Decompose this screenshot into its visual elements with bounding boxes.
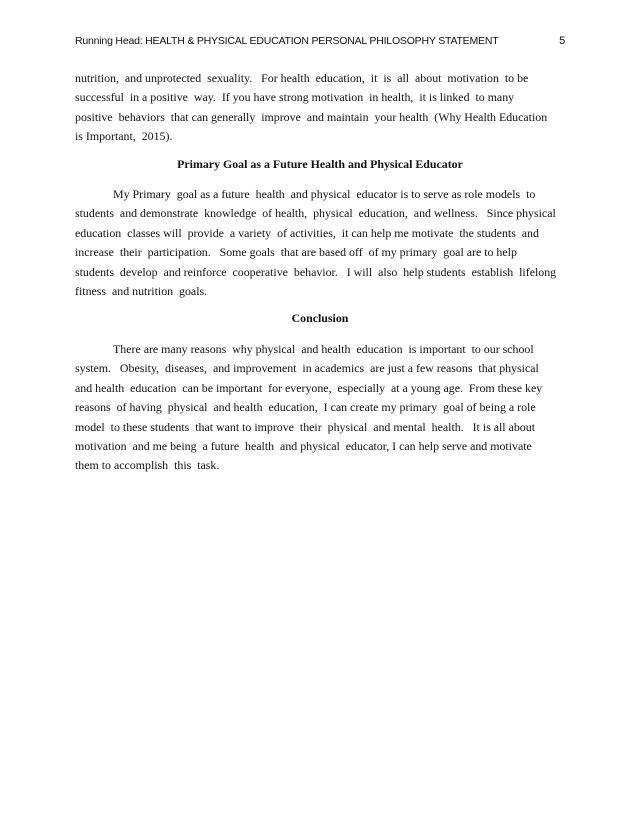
running-head (75, 35, 565, 47)
paragraph-line: My Primary goal as a future health and physical educator is to serve as role models to (113, 187, 536, 202)
paragraph-line: students and demonstrate knowledge of health, physical education, and wellness. Since physical (75, 206, 556, 221)
body-paragraph (75, 69, 565, 147)
paragraph-line: and health education can be important for everyone, especially at a young age. From these key (75, 380, 543, 395)
paragraph-line: motivation and me being a future health and physical educator, I can help serve and motivate (75, 438, 532, 453)
body-paragraph (75, 340, 565, 476)
paragraph-line: is Important, 2015). (75, 129, 173, 144)
running-head-text: Running Head: HEALTH & PHYSICAL EDUCATION PERSONAL PHILOSOPHY STATEMENT (75, 35, 499, 47)
paragraph-line: them to accomplish this task. (75, 458, 220, 473)
paragraph-line: positive behaviors that can generally improve and maintain your health (Why Health Education (75, 109, 548, 124)
paragraph-line: model to these students that want to improve their physical and mental health. It is all about (75, 419, 536, 434)
paragraph-line: students develop and reinforce cooperative behavior. I will also help students establish lifelong (75, 264, 557, 279)
body-paragraph (75, 185, 565, 301)
page-number: 5 (559, 35, 565, 47)
section-heading: Conclusion (291, 311, 349, 326)
paragraph-line: increase their participation. Some goals that are based off of my primary goal are to help (75, 245, 517, 260)
paragraph-line: fitness and nutrition goals. (75, 284, 208, 299)
paragraph-line: education classes will provide a variety of activities, it can help me motivate the students and (75, 225, 539, 240)
paragraph-line: reasons of having physical and health education, I can create my primary goal of being a role (75, 400, 536, 415)
paragraph-line: nutrition, and unprotected sexuality. For health education, it is all about motivation to be (75, 71, 529, 85)
document-body (75, 69, 565, 476)
section-heading: Primary Goal as a Future Health and Physical Educator (177, 156, 463, 171)
paragraph-line: system. Obesity, diseases, and improvement in academics are just a few reasons that physical (75, 361, 539, 376)
paragraph-line: successful in a positive way. If you have strong motivation in health, it is linked to many (75, 90, 515, 105)
paragraph-line: There are many reasons why physical and health education is important to our school (113, 341, 534, 356)
